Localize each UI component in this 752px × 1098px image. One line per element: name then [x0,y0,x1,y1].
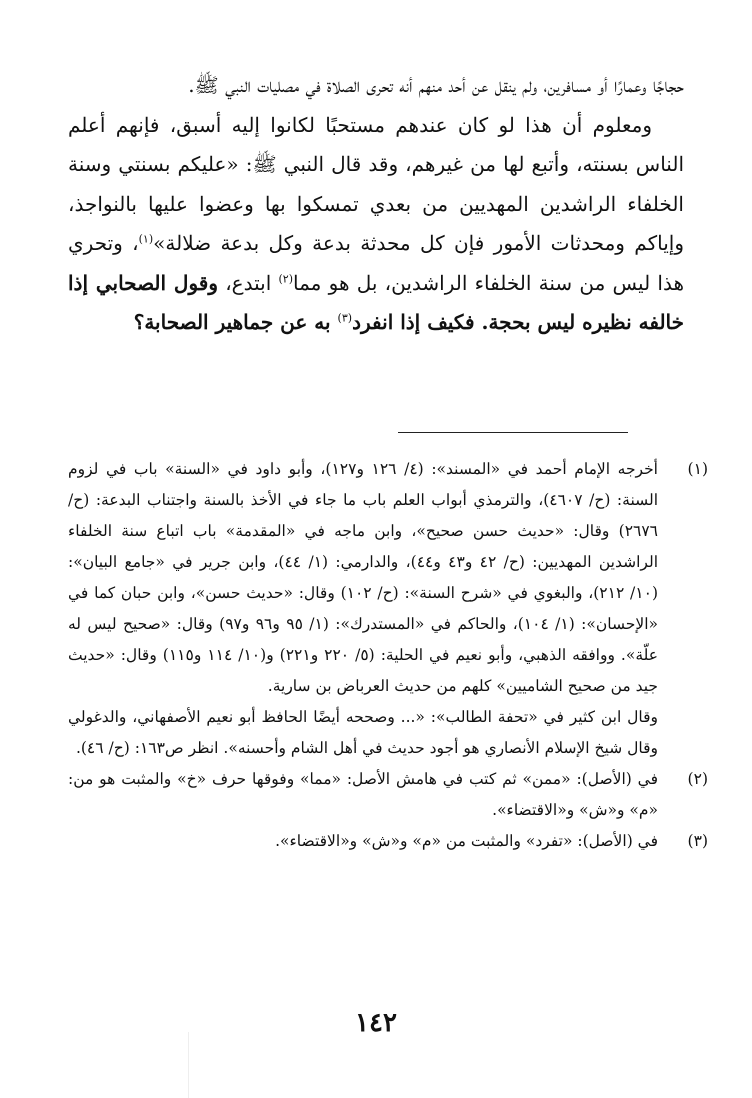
footnote-1-number: (١) [687,460,708,478]
footnote-3-number: (٣) [687,832,708,850]
paragraph-2 [68,106,684,343]
footnote-3-text: في (الأصل): «تفرد» والمثبت من «م» و«ش» و«الاقتضاء». [275,832,658,850]
footnote-ref-3[interactable]: (٣) [337,311,353,325]
footnote-ref-1[interactable]: (١) [138,232,154,246]
scan-artifact-line [188,1032,189,1098]
paragraph-2-bold-b: به عن جماهير الصحابة؟ [133,310,338,334]
footnote-2-text: في (الأصل): «ممن» ثم كتب في هامش الأصل: «مما» وفوقها حرف «خ» والمثبت هو من: «م» و«ش» و«الاقتضاء». [68,770,658,819]
footnote-1-continuation-text: وقال ابن كثير في «تحفة الطالب»: «... وصححه أيضًا الحافظ أبو نعيم الأصفهاني، والدغولي وقال شيخ الإسلام الأنصاري هو أجود حديث في أهل الشام وأحسنه». انظر ص١٦٣: (ح/ ٤٦). [68,708,658,757]
main-text [68,66,684,343]
footnote-1 [68,454,708,702]
footnotes [68,454,708,857]
paragraph-2-text-a: ومعلوم أن هذا لو كان عندهم مستحبًا لكانوا إليه أسبق، فإنهم أعلم الناس بسنته، وأتبع لها من غيرهم، وقد قال النبي ﷺ: «عليكم بسنتي وسنة الخلفاء الراشدين المهديين من بعدي تمسكوا بها وعضوا عليها بالنواجذ، وإياكم ومحدثات الأمور فإن كل محدثة بدعة وكل بدعة ضلالة» [68,112,684,255]
footnote-3 [68,826,708,857]
footnote-2 [68,764,708,826]
footnote-separator [398,432,628,433]
footnote-2-number: (٢) [687,770,708,788]
paragraph-2-text-c: ابتدع، [218,270,279,295]
footnote-1-text: أخرجه الإمام أحمد في «المسند»: (٤/ ١٢٦ و١٢٧)، وأبو داود في «السنة» باب في لزوم السنة: (ح/ ٤٦٠٧)، والترمذي أبواب العلم باب ما جاء في الأخذ بالسنة واجتناب البدعة: (ح/ ٢٦٧٦) وقال: «حديث حسن صحيح»، وابن ماجه في «المقدمة» باب اتباع سنة الخلفاء الراشدين المهديين: (ح/ ٤٢ و٤٣ و٤٤)، والدارمي: (١/ ٤٤)، وابن جرير في «جامع البيان»: (١٠/ ٢١٢)، والبغوي في «شرح السنة»: (ح/ ١٠٢) وقال: «حديث حسن»، وابن حبان كما في «الإحسان»: (١/ ١٠٤)، والحاكم في «المستدرك»: (١/ ٩٥ و٩٦ و٩٧) وقال: «صحيح ليس له علّة». ووافقه الذهبي، وأبو نعيم في الحلية: (٥/ ٢٢٠ و٢٢١) و(١٠/ ١١٤ و١١٥) وقال: «حديث جيد من صحيح الشاميين» كلهم من حديث العرباض بن سارية. [68,460,659,695]
footnote-ref-2[interactable]: (٢) [278,271,294,285]
paragraph-1 [68,66,684,106]
paragraph-2-bold-a: وقول الصحابي إذا خالفه نظيره ليس بحجة. فكيف إذا انفرد [68,270,684,334]
paragraph-2-text-b: ، وتحري هذا ليس من سنة الخلفاء الراشدين، بل هو مما [68,231,684,295]
paragraph-1-text: حجاجًا وعمارًا أو مسافرين، ولم ينقل عن أحد منهم أنه تحرى الصلاة في مصليات النبي ﷺ. [188,73,684,97]
footnote-1-continuation [68,702,708,764]
page-number: ١٤٢ [355,1008,397,1038]
